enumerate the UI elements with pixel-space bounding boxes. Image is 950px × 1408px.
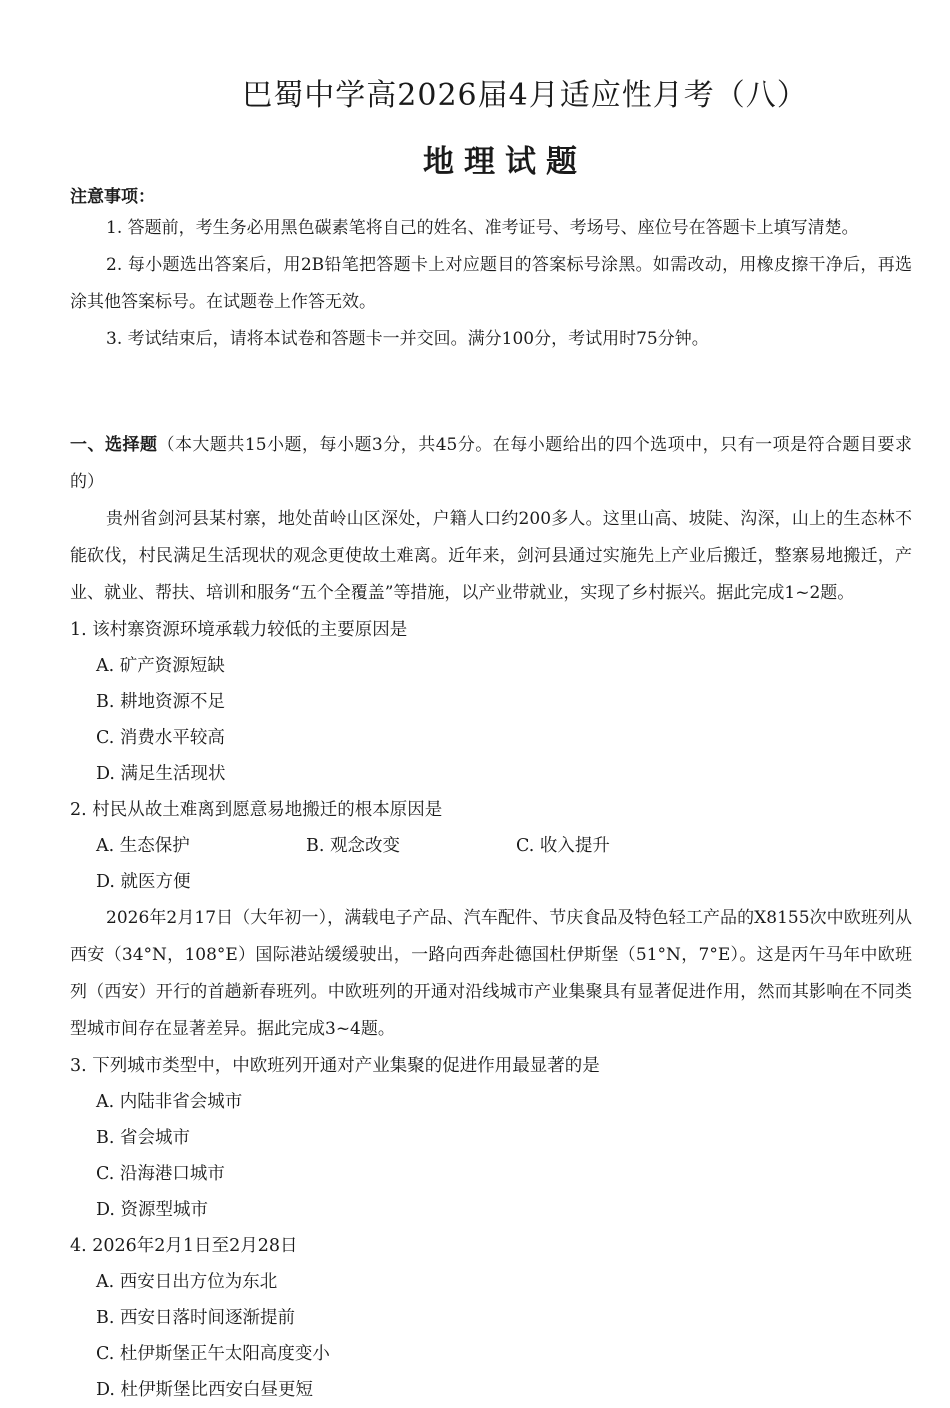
option-b[interactable]: B. 耕地资源不足 (96, 692, 225, 712)
option-d[interactable]: D. 就医方便 (96, 872, 191, 892)
notice-list (70, 210, 912, 358)
section-instructions (70, 427, 912, 501)
option-a[interactable]: A. 矿产资源短缺 (96, 656, 225, 676)
notice-item: 1. 答题前，考生务必用黑色碳素笔将自己的姓名、准考证号、考场号、座位号在答题卡上填写清楚。 (106, 218, 859, 238)
notice-item: 2. 每小题选出答案后，用2B铅笔把答题卡上对应题目的答案标号涂黑。如需改动，用橡皮擦干净后，再选涂其他答案标号。在试题卷上作答无效。 (70, 255, 912, 312)
subject-title: 地理试题 (423, 144, 587, 180)
option-b[interactable]: B. 观念改变 (306, 836, 400, 856)
option-a[interactable]: A. 西安日出方位为东北 (96, 1272, 278, 1292)
question-4-options (70, 1264, 912, 1408)
option-d[interactable]: D. 资源型城市 (96, 1200, 209, 1220)
option-d[interactable]: D. 杜伊斯堡比西安白昼更短 (96, 1380, 314, 1400)
section-instructions-text: （本大题共15小题，每小题3分，共45分。在每小题给出的四个选项中，只有一项是符合题目要求的） (70, 435, 913, 492)
notice-item: 3. 考试结束后，请将本试卷和答题卡一并交回。满分100分，考试用时75分钟。 (106, 329, 709, 349)
question-1-stem: 1. 该村寨资源环境承载力较低的主要原因是 (70, 620, 408, 640)
option-d[interactable]: D. 满足生活现状 (96, 764, 226, 784)
option-c[interactable]: C. 消费水平较高 (96, 728, 225, 748)
option-a[interactable]: A. 生态保护 (96, 836, 190, 856)
notice-heading: 注意事项： (70, 187, 155, 207)
option-c[interactable]: C. 收入提升 (516, 836, 610, 856)
option-c[interactable]: C. 沿海港口城市 (96, 1164, 225, 1184)
question-3-stem: 3. 下列城市类型中，中欧班列开通对产业集聚的促进作用最显著的是 (70, 1056, 600, 1076)
question-3-options (70, 1084, 912, 1228)
question-4-stem: 4. 2026年2月1日至2月28日 (70, 1236, 298, 1256)
question-1-options (70, 648, 912, 792)
section-choice (70, 427, 912, 1408)
option-b[interactable]: B. 省会城市 (96, 1128, 190, 1148)
option-a[interactable]: A. 内陆非省会城市 (96, 1092, 243, 1112)
passage-2: 2026年2月17日（大年初一），满载电子产品、汽车配件、节庆食品及特色轻工产品的X8155次中欧班列从西安（34°N，108°E）国际港站缓缓驶出，一路向西奔赴德国杜伊斯堡（51°N，7°E）。这是丙午马年中欧班列（西安）开行的首趟新春班列。中欧班列的开通对沿线城市产业集聚具有显著促进作用，然而其影响在不同类型城市间存在显著差异。据此完成3~4题。 (70, 908, 912, 1039)
section-heading: 一、选择题 (70, 435, 158, 455)
school-title: 巴蜀中学高2026届4月适应性月考（八） (242, 78, 808, 113)
question-2-options (70, 828, 912, 900)
option-b[interactable]: B. 西安日落时间逐渐提前 (96, 1308, 295, 1328)
option-c[interactable]: C. 杜伊斯堡正午太阳高度变小 (96, 1344, 330, 1364)
passage-1: 贵州省剑河县某村寨，地处苗岭山区深处，户籍人口约200多人。这里山高、坡陡、沟深，山上的生态林不能砍伐，村民满足生活现状的观念更使故土难离。近年来，剑河县通过实施先上产业后搬迁，整寨易地搬迁，产业、就业、帮扶、培训和服务“五个全覆盖”等措施，以产业带就业，实现了乡村振兴。据此完成1~2题。 (70, 509, 912, 603)
question-2-stem: 2. 村民从故土难离到愿意易地搬迁的根本原因是 (70, 800, 443, 820)
